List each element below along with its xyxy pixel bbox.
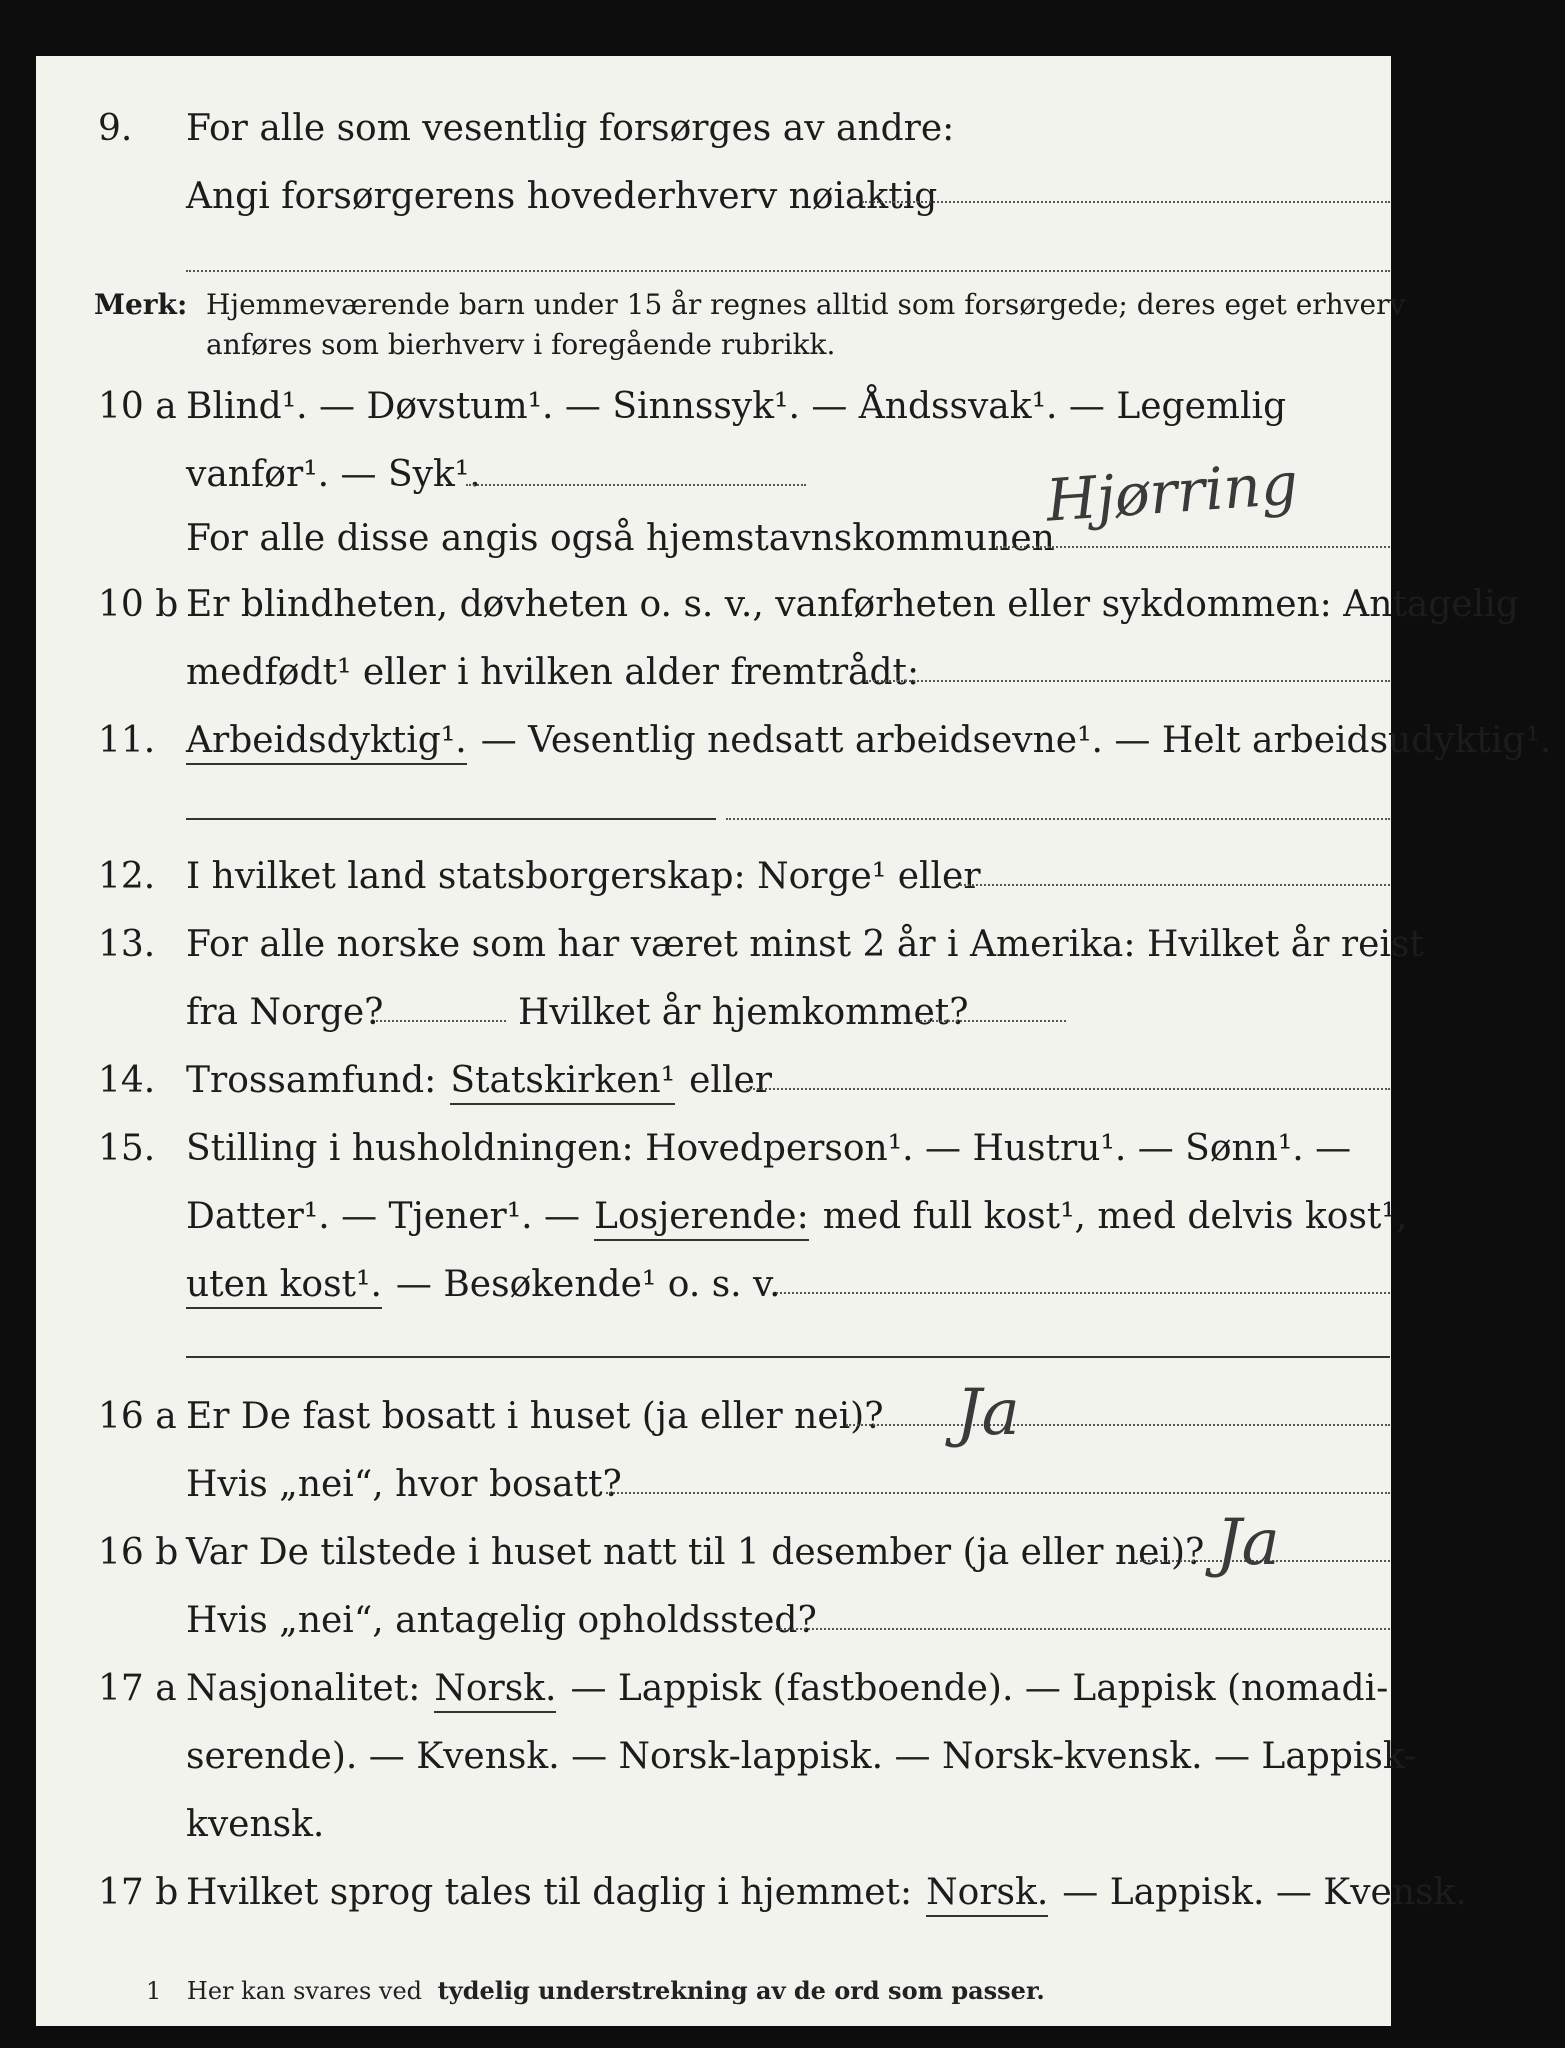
q9-text: For alle som vesentlig forsørges av andre: [186,108,955,149]
merk-text2: anføres som bierhverv i foregående rubrikk. [206,328,836,361]
q15-underlined-uten-kost: uten kost¹. [186,1264,382,1309]
q16b-text2: Hvis „nei“, antagelig opholdssted? [186,1600,817,1641]
q16b-number: 16 b [98,1532,179,1573]
q15-options-b: med full kost¹, med delvis kost¹, [822,1196,1408,1237]
q17b-underlined-norsk: Norsk. [926,1872,1048,1917]
q17b-label: Hvilket sprog tales til daglig i hjemmet: [186,1872,913,1913]
answer-line [186,1356,1390,1358]
footnote-bold-text: tydelig understrekning av de ord som passer. [437,1976,1045,2005]
footnote-text: Her kan svares ved [186,1977,423,2005]
q17a-text [186,1668,1402,1713]
answer-line [376,1020,506,1022]
q9-number: 9. [98,108,133,149]
q17b-text [186,1872,1481,1917]
q13-number: 13. [98,924,156,965]
census-form-page [36,56,1552,2026]
answer-line [746,1088,1390,1090]
handwritten-hjemstavn: Hjørring [1043,449,1301,535]
answer-line [846,1424,1390,1426]
answer-line [776,1292,1390,1294]
q10a-text3: For alle disse angis også hjemstavnskommunen [186,518,1055,559]
q12-number: 12. [98,856,156,897]
q11-number: 11. [98,720,156,761]
q15-options-a: Datter¹. — Tjener¹. — [186,1196,581,1237]
q15-text: Stilling i husholdningen: Hovedperson¹. — Hustru¹. — Sønn¹. — [186,1128,1352,1169]
q13-text2a: fra Norge? [186,992,384,1033]
answer-line [186,818,716,820]
q10a-number: 10 a [98,386,177,427]
q17a-number: 17 a [98,1668,177,1709]
handwritten-q16b-answer: Ja [1216,1506,1280,1580]
q12-text: I hvilket land statsborgerskap: Norge¹ eller [186,856,981,897]
q17a-label: Nasjonalitet: [186,1668,421,1709]
q17a-text3: kvensk. [186,1804,325,1845]
answer-line [956,884,1390,886]
merk-label: Merk: [94,288,188,321]
q10a-text: Blind¹. — Døvstum¹. — Sinnssyk¹. — Åndssvak¹. — Legemlig [186,386,1287,427]
q10b-text2: medfødt¹ eller i hvilken alder fremtrådt: [186,652,920,693]
q17a-text2: serende). — Kvensk. — Norsk-lappisk. — Norsk-kvensk. — Lappisk- [186,1736,1417,1777]
q15-number: 15. [98,1128,156,1169]
q17a-options: — Lappisk (fastboende). — Lappisk (nomadi- [570,1668,1389,1709]
q14-text [186,1060,786,1105]
q15-text2 [186,1196,1421,1241]
q17b-number: 17 b [98,1872,179,1913]
q10a-text2: vanfør¹. — Syk¹. [186,454,481,495]
q11-text [186,720,1565,765]
q16b-text: Var De tilstede i huset natt til 1 desember (ja eller nei)? [186,1532,1205,1573]
q14-underlined-choice: Statskirken¹ [450,1060,675,1105]
q16a-text2: Hvis „nei“, hvor bosatt? [186,1464,622,1505]
footnote [146,1976,1045,2005]
q11-underlined-choice: Arbeidsdyktig¹. [186,720,467,765]
q10b-text: Er blindheten, døvheten o. s. v., vanførheten eller sykdommen: Antagelig [186,584,1519,625]
q16a-number: 16 a [98,1396,177,1437]
q17b-options: — Lappisk. — Kvensk. [1062,1872,1467,1913]
answer-line [186,270,1390,272]
q17a-underlined-norsk: Norsk. [434,1668,556,1713]
q15-options-c: — Besøkende¹ o. s. v. [395,1264,781,1305]
answer-line [776,1628,1390,1630]
merk-text: Hjemmeværende barn under 15 år regnes alltid som forsørgede; deres eget erhverv [206,288,1406,321]
answer-line [996,546,1390,548]
q13-text2b: Hvilket år hjemkommet? [518,992,969,1033]
answer-line [606,1492,1390,1494]
answer-line [916,1020,1066,1022]
answer-line [726,818,1390,820]
q14-label: Trossamfund: [186,1060,437,1101]
answer-line [466,484,806,486]
q11-options: — Vesentlig nedsatt arbeidsevne¹. — Helt arbeidsudyktig¹. [480,720,1552,761]
handwritten-q16a-answer: Ja [956,1376,1020,1450]
answer-line [866,680,1390,682]
q9-text2: Angi forsørgerens hovederhverv nøiaktig [186,176,938,217]
q13-text: For alle norske som har været minst 2 år i Amerika: Hvilket år reist [186,924,1424,965]
q14-number: 14. [98,1060,156,1101]
q15-underlined-losjerende: Losjerende: [594,1196,809,1241]
answer-line [862,201,1390,203]
q14-or: eller [689,1060,772,1101]
q10b-number: 10 b [98,584,179,625]
footnote-mark: 1 [146,1977,162,2005]
q16a-text: Er De fast bosatt i huset (ja eller nei)? [186,1396,884,1437]
q15-text3 [186,1264,795,1309]
